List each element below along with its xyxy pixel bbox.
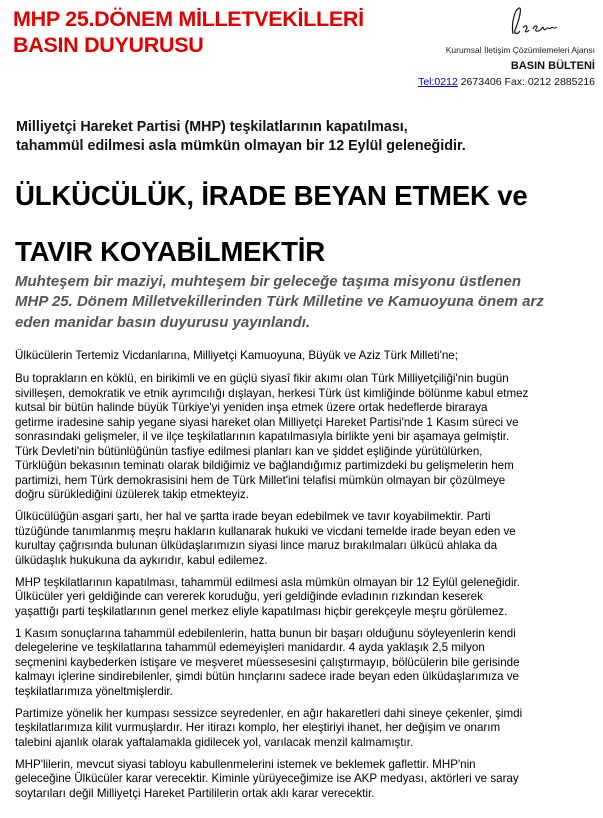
body-line: MHP teşkilatlarının kapatılması, tahammül edilmesi asla mümkün olmayan bir 12 Eylül geleneğidir.	[15, 575, 520, 589]
body-line: tüzüğünde tanımlanmış meşru hakların kullanarak hukuki ve vicdani temelde irade beyan eden ve	[15, 524, 516, 538]
article-body	[15, 372, 590, 809]
subheadline-line: tahammül edilmesi asla mümkün olmayan bir 12 Eylül geleneğidir.	[16, 138, 466, 154]
body-line: sivilleşen, demokratik ve etnik ayrımcılığı dışlayan, herkesi Türk üst kimliğinde bölünme kabul etmez	[15, 386, 529, 400]
agency-signature-logo	[505, 4, 565, 44]
body-line: kurultay çağrısında bulunan ülküdaşlarımızın siyasi lince maruz bırakılmaları ülkücü ahlaka da	[15, 539, 498, 552]
body-line: 1 Kasım sonuçlarına tahammül edebilenlerin, hatta bunun bir başarı olduğunu söyleyenlerin kendi	[15, 626, 516, 640]
paragraph-6	[15, 758, 590, 802]
body-line: kalmayı içlerine sindirebilenler, şimdi bütün hınçlarını sadece irade beyan eden ülküdaşlarımıza ve	[15, 670, 519, 683]
paragraph-5	[15, 707, 590, 751]
body-line: Bu toprakların en köklü, en birikimli ve en güçlü siyasî fikir akımı olan Türk Milliyetçiliği'nin bugün	[15, 372, 509, 385]
title-line-2: BASIN DUYURUSU	[13, 33, 204, 57]
body-line: Ülkücüler yeri geldiğinde can vererek koruduğu, yeri geldiğinde evladının rızkından keserek	[15, 590, 483, 603]
body-line: partimizi, hem Türk demokrasisini hem de Türk Millet'ini telafisi mümkün olmayan bir çözülmeye	[15, 473, 506, 487]
body-line: sonrasındaki gelişmeler, il ve ilçe teşkilatlarının kapatılmasıyla birlikte yeni bir aşamaya gelmiştir.	[15, 430, 510, 443]
body-line: getirme iradesine sahip yegane siyasi hareket olan Milliyetçi Hareket Partisi'nde 1 Kasım süreci ve	[15, 415, 519, 429]
signature-icon	[505, 4, 565, 44]
phone-fax-text: 2673406 Fax: 0212 2885216	[457, 76, 595, 88]
subheadline	[16, 118, 576, 156]
paragraph-4	[15, 627, 590, 700]
salutation: Ülkücülerin Tertemiz Vicdanlarına, Milliyetçi Kamuoyuna, Büyük ve Aziz Türk Milleti'ne;	[15, 349, 458, 362]
body-line: Türklüğün bekasının teminatı olarak bildiğimiz ve bağlandığımız partimizdeki bu gelişmelerin hem	[15, 459, 514, 472]
phone-link[interactable]: Tel:0212	[418, 76, 458, 88]
lede-line: eden manidar basın duyurusu yayınlandı.	[15, 313, 311, 331]
page-title	[15, 168, 603, 280]
agency-name: Kurumsal İletişim Çözümlemeleri Ajansı	[445, 45, 595, 55]
paragraph-3	[15, 576, 590, 620]
title-line-1: MHP 25.DÖNEM MİLLETVEKİLLERİ	[13, 7, 364, 31]
body-line: Türk Devleti'nin bütünlüğünün tasfiye edilmesi planları kan ve şiddet eşliğinde yürütülürken,	[15, 444, 483, 458]
lede-line: MHP 25. Dönem Milletvekillerinden Türk Milletine ve Kamuoyuna önem arz	[15, 293, 544, 311]
body-line: teşkilatlarımıza kilit vurmuşlardır. Her itirazı komplo, her eleştiriyi ihanet, her değişim ve onarım	[15, 721, 501, 734]
body-line: Partimize yönelik her kumpası sessizce seyredenler, en ağır hakaretleri dahi sineye çekenler, şimdi	[15, 706, 523, 720]
paragraph-2	[15, 510, 590, 568]
body-line: teşkilatlarımıza yöneltmişlerdir.	[15, 684, 173, 698]
body-line: ülküdaşlık hukukuna da aykırıdır, kabul edilemez.	[15, 553, 268, 567]
body-line: seçmenini kaybederken istişare ve meşveret müessesesini çalıştırmayıp, bölücülerin bile gerisinde	[15, 655, 520, 669]
body-line: geleceğine Ülkücüler karar verecektir. Kiminle yürüyeceğimize ise AKP medyası, aktörleri ve saray	[15, 772, 519, 785]
body-line: talebini ajanlık olarak yaftalamakla gidilecek yol, varılacak menzil kalmamıştır.	[15, 735, 414, 749]
body-line: soytarıları değil Milliyetçi Hareket Partililerin ortak aklı karar verecektir.	[15, 786, 375, 800]
lede	[15, 272, 595, 333]
body-line: Ülkücülüğün asgari şartı, her hal ve şartta irade beyan edebilmek ve tavır koyabilmektir. Parti	[15, 510, 491, 523]
body-line: kutsal bir bütün halinde büyük Türkiye'yi yeniden inşa etmek üzere ortak hedeflerde biraraya	[15, 401, 488, 414]
headline-line: ÜLKÜCÜLÜK, İRADE BEYAN ETMEK ve	[15, 180, 528, 211]
paragraph-1	[15, 372, 590, 503]
body-line: doğru sürüklediğini üzülerek takip etmekteyiz.	[15, 488, 249, 501]
subheadline-line: Milliyetçi Hareket Partisi (MHP) teşkilatlarının kapatılması,	[16, 119, 408, 135]
body-line: yaşattığı parti teşkilatlarının genel merkez eliyle kapatılması hiçbir gerekçeyle meşru görülemez.	[15, 604, 508, 618]
body-line: delegelerine ve teşkilatlarına tahammül edemeyişleri manidardır. 4 ayda yaklaşık 2,5 milyon	[15, 641, 485, 654]
bulletin-label: BASIN BÜLTENİ	[510, 60, 595, 72]
contact-info	[418, 76, 595, 88]
headline-line: TAVIR KOYABİLMEKTİR	[15, 236, 325, 267]
body-line: MHP'lilerin, mevcut siyasi tabloyu kabullenmelerini istemek ve beklemek gaflettir. MHP'nin	[15, 757, 476, 771]
lede-line: Muhteşem bir maziyi, muhteşem bir geleceğe taşıma misyonu üstlenen	[15, 273, 521, 290]
press-release-title	[13, 6, 364, 58]
